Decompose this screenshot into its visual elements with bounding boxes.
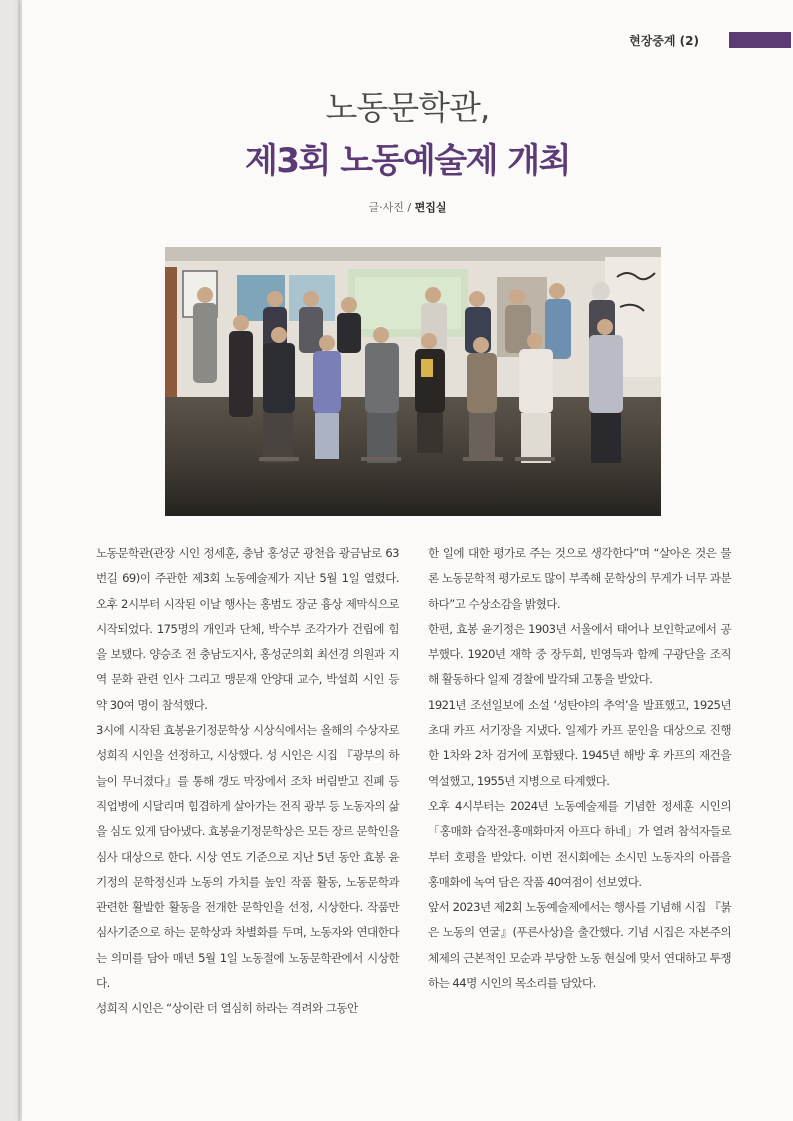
section-color-bar: [729, 32, 791, 48]
paragraph: 한편, 효봉 윤기정은 1903년 서울에서 태어나 보인학교에서 공부했다. 1920년 재학 중 장두희, 빈영득과 함께 구광단을 조직해 활동하다 일제 경찰에 발각돼 고통을 받았다.: [428, 621, 731, 687]
paragraph: 오후 4시부터는 2024년 노동예술제를 기념한 정세훈 시인의 「홍매화 습작전-홍매화마저 아프다 하네」가 열려 참석자들로부터 호평을 받았다. 이번 전시회에는 소시민 노동자의 아픔을 홍매화에 녹여 담은 작품 40여점이 선보였다.: [428, 798, 731, 889]
paragraph: 노동문학관(관장 시인 정세훈, 충남 홍성군 광천읍 광금남로 63번길 69)이 주관한 제3회 노동예술제가 지난 5월 1일 열렸다. 오후 2시부터 시작된 이날 행사는 홍범도 장군 흉상 제막식으로 시작되었다. 175명의 개인과 단체, 박수부 조각가가 건립에 힘을 보탰다. 양승조 전 충남도지사, 홍성군의회 최선경 의원과 지역 문화 관련 인사 그리고 맹문재 안양대 교수, 박설희 시인 등 약 30여 명이 참석했다.: [96, 546, 399, 712]
body-column-right: [428, 541, 731, 996]
paragraph: 1921년 조선일보에 소설 ‘성탄야의 추억’을 발표했고, 1925년 초대 카프 서기장을 지냈다. 일제가 카프 문인을 대상으로 진행한 1차와 2차 검거에 포함됐다. 1945년 해방 후 카프의 재건을 역설했고, 1955년 지병으로 타계했다.: [428, 697, 731, 788]
article-title-line2: 제3회 노동예술제 개최: [245, 141, 570, 181]
body-column-left: [96, 541, 399, 1022]
paragraph: 3시에 시작된 효봉윤기정문학상 시상식에서는 올해의 수상자로 성희직 시인을 선정하고, 시상했다. 성 시인은 시집 『광부의 하늘이 무너졌다』를 통해 갱도 막장에서 조차 버림받고 진폐 등 직업병에 시달리며 힘겹하게 살아가는 전직 광부 등 노동자의 삶을 심도 있게 담아냈다. 효봉윤기정문학상은 모든 장르 문학인을 심사 대상으로 한다. 시상 연도 기준으로 지난 5년 동안 효봉 윤기정의 문학정신과 노동의 가치를 높인 작품 활동, 노동문학과 관련한 활발한 활동을 전개한 문학인을 선정, 시상한다. 작품만 심사기준으로 하는 문학상과 차별화를 두며, 노동자와 연대한다는 의미를 담아 매년 5월 1일 노동절에 노동문학관에서 시상한다.: [96, 723, 399, 991]
paragraph: 성희직 시인은 “상이란 더 열심히 하라는 격려와 그동안: [96, 1001, 358, 1016]
byline-prefix: 글·사진 /: [368, 201, 415, 214]
byline: [22, 199, 793, 215]
magazine-page: [22, 0, 793, 1121]
article-title-line1: 노동문학관,: [325, 88, 490, 127]
paragraph: 한 일에 대한 평가로 주는 것으로 생각한다”며 “살아온 것은 물론 노동문학적 평가로도 많이 부족해 문학상의 무게가 너무 과분하다”고 수상소감을 밝혔다.: [428, 546, 731, 611]
section-tag: 현장중계 (2): [629, 34, 699, 48]
group-photo-image: [165, 247, 661, 516]
page-gutter: [18, 0, 20, 1121]
byline-author: 편집실: [414, 201, 447, 214]
paragraph: 앞서 2023년 제2회 노동예술제에서는 행사를 기념해 시집 『붉은 노동의 연굴』(푸른사상)을 출간했다. 기념 시집은 자본주의 체제의 근본적인 모순과 부당한 노동 현실에 맞서 연대하고 투쟁하는 44명 시인의 목소리를 담았다.: [428, 900, 731, 991]
group-photo: [165, 247, 661, 516]
